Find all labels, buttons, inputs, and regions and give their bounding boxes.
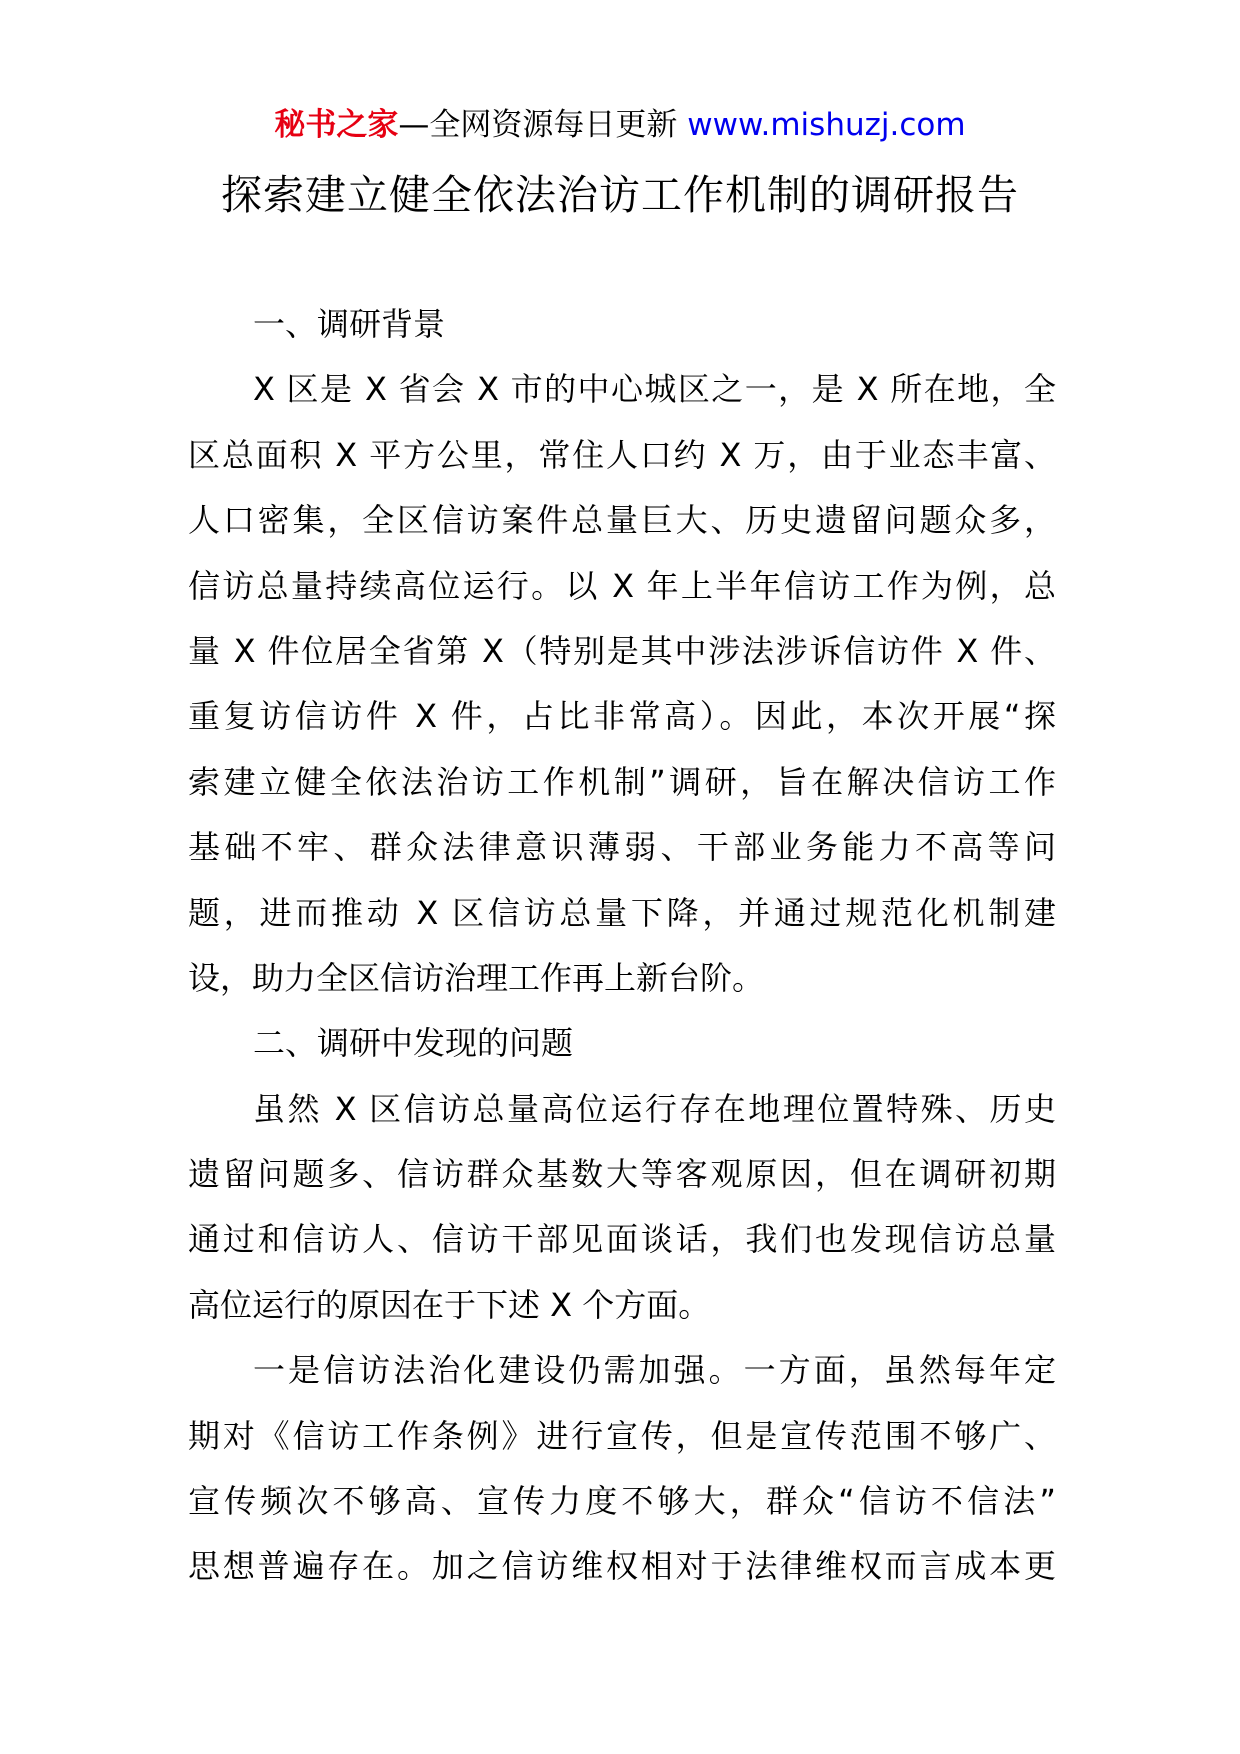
text-line: 设，助力全区信访治理工作再上新台阶。 — [188, 958, 765, 997]
text-line: 二、调研中发现的问题 — [253, 1024, 574, 1063]
text-line: 宣传频次不够高、宣传力度不够大，群众“信访不信法” — [188, 1482, 1056, 1521]
text-line: 虽然 X 区信访总量高位运行存在地理位置特殊、历史 — [253, 1089, 1056, 1128]
text-line: 高位运行的原因在于下述 X 个方面。 — [188, 1285, 711, 1324]
document-title: 探索建立健全依法治访工作机制的调研报告 — [221, 171, 1019, 219]
text-line: 思想普遍存在。加之信访维权相对于法律维权而言成本更 — [188, 1547, 1056, 1586]
text-line: 量 X 件位居全省第 X（特别是其中涉法涉诉信访件 X 件、 — [188, 631, 1056, 670]
text-line: 题，进而推动 X 区信访总量下降，并通过规范化机制建 — [188, 893, 1056, 932]
text-line: 重复访信访件 X 件，占比非常高）。因此，本次开展“探 — [188, 697, 1056, 736]
text-line: 一、调研背景 — [253, 305, 446, 343]
text-line: 期对《信访工作条例》进行宣传，但是宣传范围不够广、 — [188, 1416, 1056, 1455]
text-line: 索建立健全依法治访工作机制”调研，旨在解决信访工作 — [188, 762, 1056, 801]
text-line: X 区是 X 省会 X 市的中心城区之一，是 X 所在地，全 — [253, 370, 1056, 409]
text-line: 基础不牢、群众法律意识薄弱、干部业务能力不高等问 — [188, 828, 1056, 867]
text-line: 一是信访法治化建设仍需加强。一方面，虽然每年定 — [253, 1351, 1056, 1390]
brand-name: 秘书之家 — [274, 107, 399, 143]
text-line: 通过和信访人、信访干部见面谈话，我们也发现信访总量 — [188, 1220, 1056, 1259]
header-tagline: —全网资源每日更新 — [398, 107, 678, 143]
site-header — [0, 100, 1240, 150]
site-url-link[interactable]: www.mishuzj.com — [687, 107, 966, 143]
document-body — [188, 292, 1056, 1600]
text-line: 人口密集，全区信访案件总量巨大、历史遗留问题众多， — [188, 501, 1056, 540]
text-line: 遗留问题多、信访群众基数大等客观原因，但在调研初期 — [188, 1155, 1056, 1194]
text-line: 信访总量持续高位运行。以 X 年上半年信访工作为例，总 — [188, 566, 1056, 605]
text-line: 区总面积 X 平方公里，常住人口约 X 万，由于业态丰富、 — [188, 435, 1056, 474]
